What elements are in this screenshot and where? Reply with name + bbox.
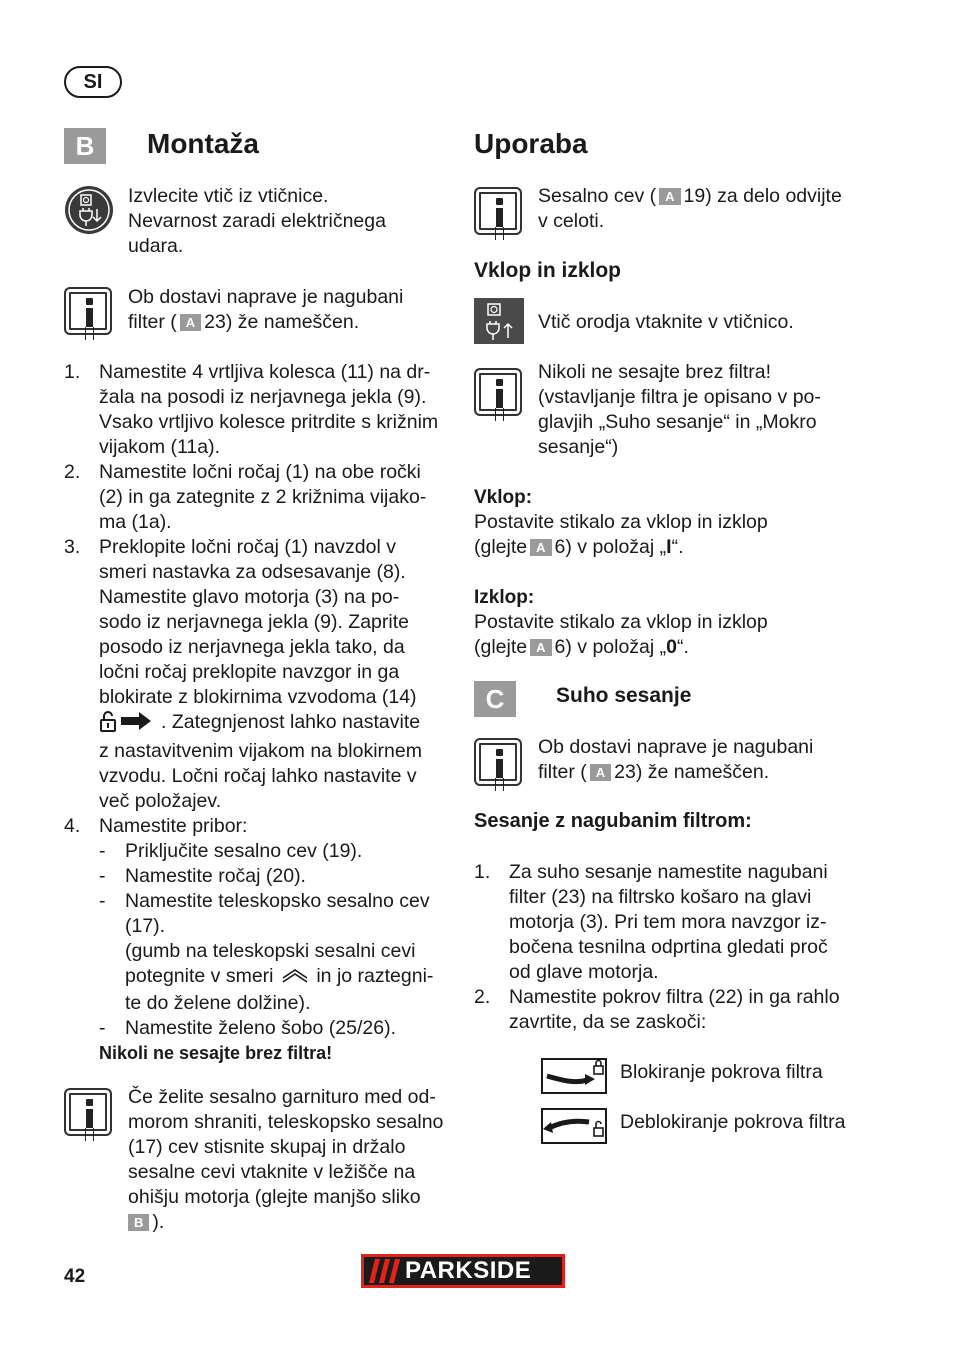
figure-badge: A [530, 539, 551, 556]
info-text: ). [152, 1211, 165, 1233]
step-line: bočena tesnilna odprtina gledati proč [509, 936, 828, 958]
list-item [474, 985, 864, 1035]
step-text: . Zategnjenost lahko nastavite [161, 711, 421, 733]
sub-item: - Namestite želeno šobo (25/26). [99, 1017, 396, 1039]
onoff-heading: Vklop in izklop [474, 259, 622, 282]
sub-item: - Namestite ročaj (20). [99, 865, 306, 887]
lock-filter-icon [541, 1058, 607, 1094]
step-number: 3. [64, 536, 81, 558]
section-title-montaza: Montaža [147, 128, 259, 159]
parkside-logo [361, 1254, 565, 1288]
switch-text: (glejte [474, 536, 528, 558]
info-line: Ob dostavi naprave je nagubani [538, 736, 814, 758]
step-line: Namestite 4 vrtljiva kolesca (11) na dr- [99, 361, 431, 383]
info-icon [474, 738, 522, 786]
step-line: blokirate z blokirnima vzvodoma (14) [99, 686, 417, 708]
step-line: ma (1a). [99, 511, 172, 533]
switch-off-block [474, 585, 768, 660]
sub-item-text: Namestite teleskopsko sesalno cev [125, 890, 430, 912]
step-line: vzvodu. Ločni ročaj lahko nastavite v [99, 765, 417, 787]
info-line [538, 184, 842, 209]
info-line: v celoti. [538, 210, 605, 232]
step-line: filter (23) na filtrsko košaro na glavi [509, 886, 812, 908]
switch-text: (glejte [474, 636, 528, 658]
step-line: Vsako vrtljivo kolesce pritrdite s križnim [99, 411, 439, 433]
list-item [474, 860, 864, 985]
step-line: (2) in ga zategnite z 2 križnima vijako- [99, 486, 427, 508]
info-text: 23) že nameščen. [614, 761, 770, 783]
switch-off-line [474, 635, 768, 660]
info-delivery-text-2 [538, 735, 813, 785]
info-line [538, 760, 813, 785]
step-number: 1. [64, 361, 81, 383]
switch-position-on: I [666, 536, 672, 558]
filter-steps [474, 860, 864, 1035]
switch-text: “. [677, 636, 689, 658]
sub-item-text: (17). [125, 915, 166, 937]
language-badge: SI [64, 66, 122, 98]
info-line: (vstavljanje filtra je opisano v po- [538, 386, 821, 408]
info-line [128, 310, 403, 335]
sub-note-line: te do želene dolžine). [125, 992, 311, 1014]
filter-warning-bold: Nikoli ne sesajte brez filtra! [99, 1043, 333, 1063]
step-line: žala na posodi iz nerjavnega jekla (9). [99, 386, 427, 408]
step-number: 4. [64, 815, 81, 837]
info-line: ohišju motorja (glejte manjšo sliko [128, 1186, 421, 1208]
unlock-arrow-icon [99, 710, 155, 739]
switch-off-label: Izklop: [474, 587, 535, 608]
sub-note-text: potegnite v smeri [125, 965, 274, 987]
step-line: smeri nastavka za odsesavanje (8). [99, 561, 406, 583]
unlock-filter-icon [541, 1108, 607, 1144]
info-icon [474, 187, 522, 235]
step-line: sodo iz nerjavnega jekla (9). Zaprite [99, 611, 409, 633]
info-text: 23) že nameščen. [204, 311, 360, 333]
warning-line: Izvlecite vtič iz vtičnice. [128, 185, 329, 207]
unplug-icon [64, 185, 114, 235]
step-line: posodo iz nerjavnega jekla tako, da [99, 636, 405, 658]
info-filter-text [538, 360, 821, 460]
info-line: morom shraniti, teleskopsko sesalno [128, 1111, 444, 1133]
sub-item: - Priključite sesalno cev (19). [99, 840, 363, 862]
step-number: 1. [474, 861, 491, 883]
step-line: Namestite glavo motorja (3) na po- [99, 586, 400, 608]
info-icon [474, 368, 522, 416]
info-storage-text [128, 1085, 443, 1235]
info-line: glavjih „Suho sesanje“ in „Mokro [538, 411, 817, 433]
step-line: Namestite ločni ročaj (1) na obe ročki [99, 461, 421, 483]
switch-on-line: Postavite stikalo za vklop in izklop [474, 511, 768, 533]
figure-badge: A [180, 314, 201, 331]
list-item [64, 814, 449, 1066]
plug-in-icon [474, 298, 524, 344]
switch-on-block [474, 485, 768, 560]
sub-item-text: Namestite želeno šobo (25/26). [125, 1017, 396, 1039]
sub-item-text: Priključite sesalno cev (19). [125, 840, 363, 862]
step-line: od glave motorja. [509, 961, 659, 983]
step-line: Namestite pribor: [99, 815, 248, 837]
step-number: 2. [64, 461, 81, 483]
step-line: zavrtite, da se zaskoči: [509, 1011, 707, 1033]
step-line: z nastavitvenim vijakom na blokirnem [99, 740, 422, 762]
sub-note-text: in jo raztegni- [316, 965, 434, 987]
step-line: več položajev. [99, 790, 222, 812]
figure-badge: A [659, 188, 680, 205]
sub-item-text: Namestite ročaj (20). [125, 865, 306, 887]
page-number: 42 [64, 1266, 86, 1287]
figure-badge: B [128, 1214, 149, 1231]
switch-on-line [474, 535, 768, 560]
info-hose-text [538, 184, 842, 234]
dry-suction-heading: Suho sesanje [556, 684, 692, 707]
sub-note-line: (gumb na teleskopski sesalni cevi [125, 940, 416, 962]
info-line: Če želite sesalno garnituro med od- [128, 1086, 436, 1108]
info-delivery-text [128, 285, 403, 335]
section-label-c: C [474, 681, 516, 717]
figure-badge: A [530, 639, 551, 656]
switch-text: 6) v položaj „ [554, 536, 667, 558]
switch-position-off: 0 [666, 636, 678, 658]
lock-filter-text: Blokiranje pokrova filtra [620, 1061, 823, 1083]
section-title-uporaba: Uporaba [474, 128, 588, 159]
info-line: Nikoli ne sesajte brez filtra! [538, 361, 772, 383]
warning-line: udara. [128, 235, 184, 257]
unplug-warning-text [128, 184, 386, 259]
sub-item: - Namestite teleskopsko sesalno cev (17). (gumb na teleskopski sesalni cevi potegnite v smeri in jo raztegni- te do želene dolžine). [99, 890, 434, 1014]
switch-text: “. [671, 536, 684, 558]
section-label-b: B [64, 128, 106, 164]
step-line: Preklopite ločni ročaj (1) navzdol v [99, 536, 396, 558]
figure-badge: A [590, 764, 611, 781]
list-item [64, 460, 449, 535]
step-number: 2. [474, 986, 491, 1008]
list-item [64, 535, 449, 814]
pleated-filter-heading: Sesanje z nagubanim filtrom: [474, 810, 752, 832]
brand-name: PARKSIDE [405, 1257, 532, 1284]
info-line: (17) cev stisnite skupaj in držalo [128, 1136, 406, 1158]
info-line: Ob dostavi naprave je nagubani [128, 286, 404, 308]
info-line: sesanje“) [538, 436, 619, 458]
switch-text: 6) v položaj „ [554, 636, 667, 658]
chevron-up-icon [281, 966, 309, 991]
info-icon [64, 287, 112, 335]
info-text: filter ( [128, 311, 177, 333]
switch-off-line: Postavite stikalo za vklop in izklop [474, 611, 768, 633]
step-line: Namestite pokrov filtra (22) in ga rahlo [509, 986, 840, 1008]
info-icon [64, 1088, 112, 1136]
switch-on-label: Vklop: [474, 487, 533, 508]
sub-note-line [125, 964, 433, 991]
assembly-steps [64, 360, 449, 1066]
step-line: motorja (3). Pri tem mora navzgor iz- [509, 911, 827, 933]
info-text: 19) za delo odvijte [683, 185, 842, 207]
info-line [128, 1210, 443, 1235]
unlock-filter-text: Deblokiranje pokrova filtra [620, 1111, 846, 1133]
plug-in-text: Vtič orodja vtaknite v vtičnico. [538, 311, 794, 333]
step-line [99, 710, 449, 739]
info-line: sesalne cevi vtaknite v ležišče na [128, 1161, 416, 1183]
step-line: vijakom (11a). [99, 436, 221, 458]
info-text: Sesalno cev ( [538, 185, 657, 207]
list-item [64, 360, 449, 460]
step-line: Za suho sesanje namestite nagubani [509, 861, 828, 883]
info-text: filter ( [538, 761, 587, 783]
step-line: ločni ročaj preklopite navzgor in ga [99, 661, 400, 683]
warning-line: Nevarnost zaradi električnega [128, 210, 386, 232]
